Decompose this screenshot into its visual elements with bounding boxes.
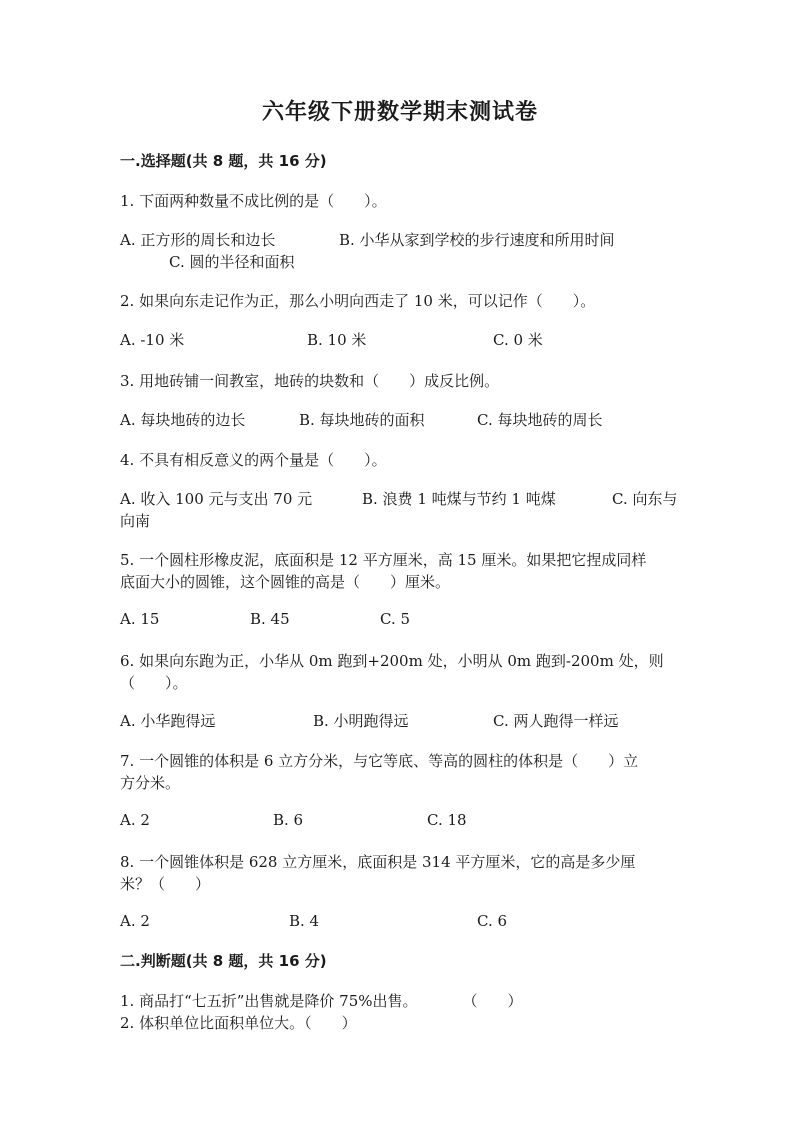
question-1-option-a: A. 正方形的周长和边长	[120, 231, 276, 249]
section-heading-choice: 一.选择题(共 8 题，共 16 分)	[120, 152, 327, 170]
section-heading-judgement: 二.判断题(共 8 题，共 16 分)	[120, 952, 327, 970]
question-7-option-c: C. 18	[427, 811, 467, 829]
question-8-option-b: B. 4	[289, 912, 320, 930]
question-4-option-a: A. 收入 100 元与支出 70 元	[120, 490, 313, 508]
question-6-option-b: B. 小明跑得远	[313, 712, 409, 730]
question-1-option-c: C. 圆的半径和面积	[169, 253, 295, 271]
question-3-stem: 3. 用地砖铺一间教室，地砖的块数和（ ）成反比例。	[120, 372, 500, 390]
question-2-option-b: B. 10 米	[307, 331, 367, 349]
question-1-option-b: B. 小华从家到学校的步行速度和所用时间	[339, 231, 615, 249]
question-7-stem: 7. 一个圆锥的体积是 6 立方分米，与它等底、等高的圆柱的体积是（ ）立	[120, 752, 639, 770]
question-2-option-c: C. 0 米	[493, 331, 543, 349]
judgement-2: 2. 体积单位比面积单位大。（ ）	[120, 1014, 357, 1032]
question-5-stem-continued: 底面大小的圆锥，这个圆锥的高是（ ）厘米。	[120, 573, 451, 591]
question-2-option-a: A. -10 米	[120, 331, 185, 349]
question-8-option-c: C. 6	[477, 912, 508, 930]
question-5-option-b: B. 45	[250, 610, 290, 628]
question-5-option-c: C. 5	[380, 610, 411, 628]
question-5-option-a: A. 15	[120, 610, 160, 628]
question-8-stem: 8. 一个圆锥体积是 628 立方厘米，底面积是 314 平方厘米，它的高是多少厘	[120, 853, 636, 871]
question-7-stem-continued: 方分米。	[120, 774, 181, 792]
question-5-stem: 5. 一个圆柱形橡皮泥，底面积是 12 平方厘米，高 15 厘米。如果把它捏成同样	[120, 551, 647, 569]
question-4-option-b: B. 浪费 1 吨煤与节约 1 吨煤	[362, 490, 556, 508]
question-6-stem: 6. 如果向东跑为正，小华从 0m 跑到+200m 处，小明从 0m 跑到-200m 处，则	[120, 652, 664, 670]
question-8-option-a: A. 2	[120, 912, 150, 930]
question-3-option-a: A. 每块地砖的边长	[120, 411, 246, 429]
judgement-1: 1. 商品打“七五折”出售就是降价 75%出售。 （ ）	[120, 992, 523, 1010]
question-2-stem: 2. 如果向东走记作为正，那么小明向西走了 10 米，可以记作（ ）。	[120, 292, 596, 310]
question-6-stem-continued: （ ）。	[120, 674, 188, 692]
question-7-option-b: B. 6	[273, 811, 304, 829]
question-1-stem: 1. 下面两种数量不成比例的是（ ）。	[120, 192, 387, 210]
question-8-stem-continued: 米？（ ）	[120, 875, 211, 893]
question-6-option-c: C. 两人跑得一样远	[493, 712, 619, 730]
question-4-option-c-continued: 向南	[120, 512, 151, 530]
question-4-stem: 4. 不具有相反意义的两个量是（ ）。	[120, 451, 387, 469]
question-3-option-b: B. 每块地砖的面积	[299, 411, 425, 429]
question-3-option-c: C. 每块地砖的周长	[477, 411, 603, 429]
question-6-option-a: A. 小华跑得远	[120, 712, 216, 730]
question-4-option-c: C. 向东与	[612, 490, 678, 508]
page-title: 六年级下册数学期末测试卷	[261, 99, 538, 125]
question-7-option-a: A. 2	[120, 811, 150, 829]
